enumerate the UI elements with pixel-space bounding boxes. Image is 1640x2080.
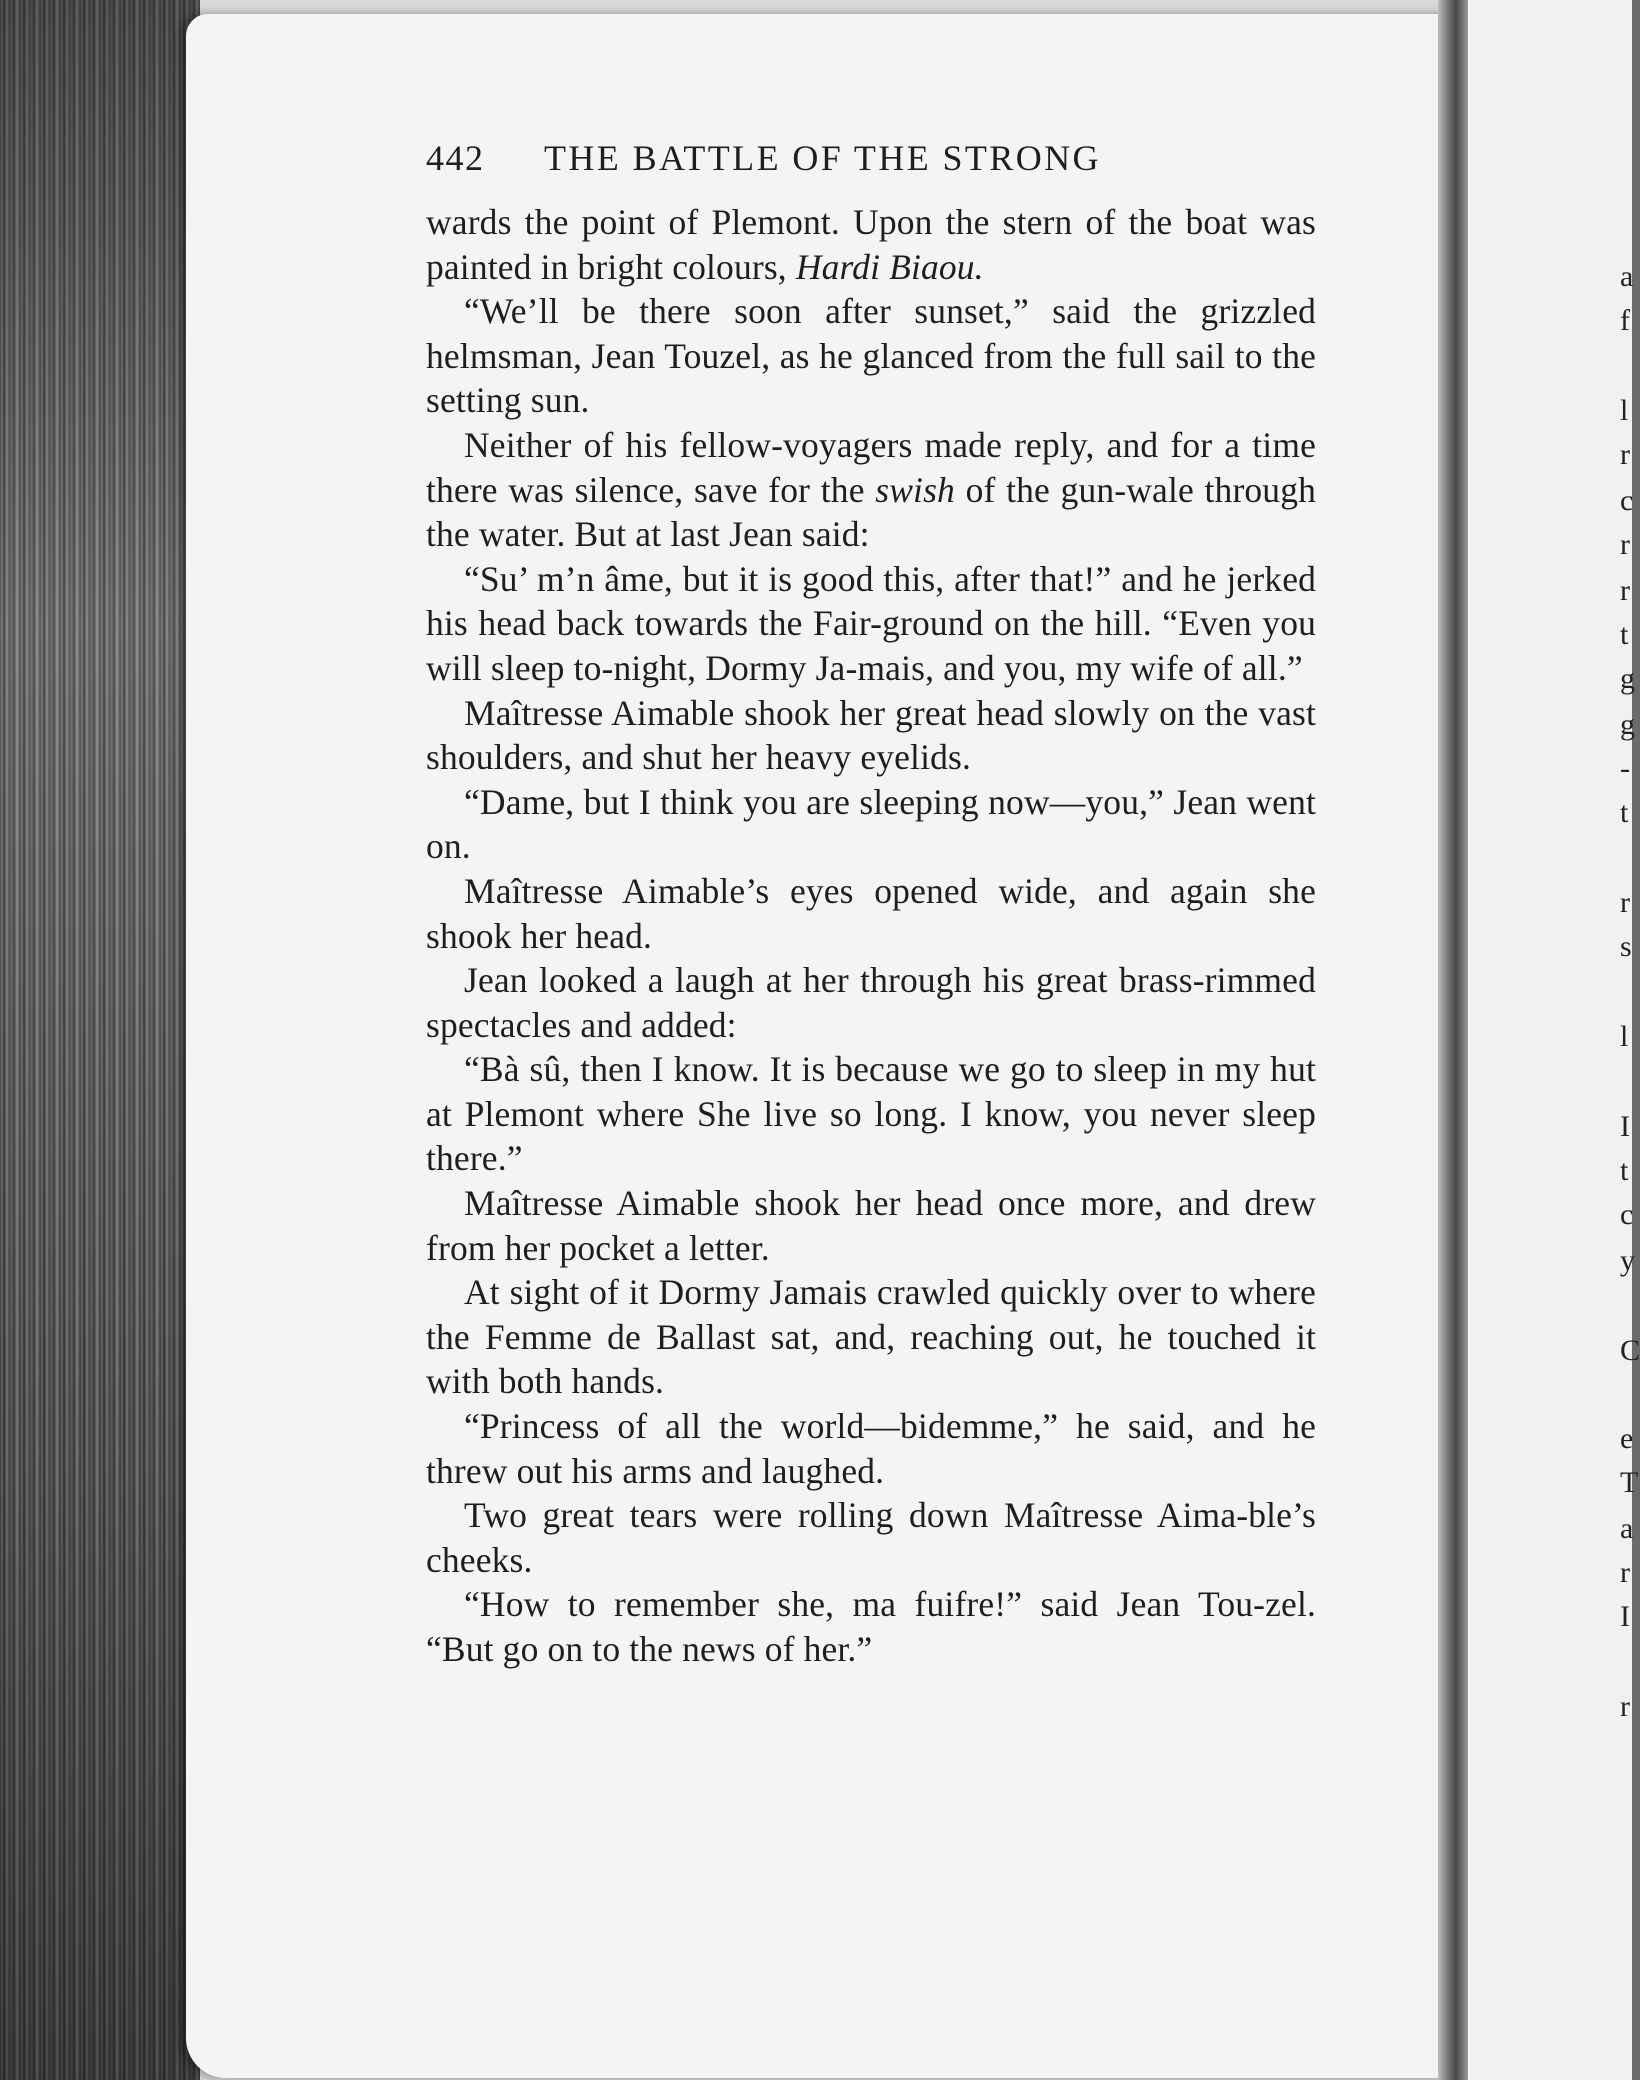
facing-letter: r — [1620, 1556, 1630, 1589]
boat-name: Hardi Biaou. — [795, 246, 984, 287]
paragraph: “We’ll be there soon after sunset,” said the grizzled helmsman, Jean Touzel, as he glanced from the full sail to the setting sun. — [426, 291, 1316, 421]
book-page-edges — [0, 0, 200, 2080]
paragraph: Maîtresse Aimable’s eyes opened wide, and again she shook her head. — [426, 870, 1316, 956]
paragraph: Jean looked a laugh at her through his great brass-rimmed spectacles and added: — [426, 960, 1316, 1045]
running-title: THE BATTLE OF THE STRONG — [544, 138, 1101, 178]
facing-letter: r — [1620, 886, 1630, 919]
paragraph: “Princess of all the world—bidemme,” he said, and he threw out his arms and laughed. — [426, 1406, 1316, 1491]
facing-letter: I — [1620, 1110, 1630, 1143]
paragraph: “Su’ m’n âme, but it is good this, after that!” and he jerked his head back towards the Fair-ground on the hill. “Even you will sleep to-night, Dormy Ja-mais, and you, my wife of all.” — [426, 558, 1316, 688]
paragraph — [426, 200, 1316, 289]
facing-letter: I — [1620, 1600, 1630, 1633]
facing-letter: l — [1620, 1020, 1629, 1053]
page-text-block — [426, 136, 1316, 1672]
paragraph: Maîtresse Aimable shook her great head slowly on the vast shoulders, and shut her heavy eyelids. — [426, 692, 1316, 778]
facing-letter: t — [1620, 796, 1629, 829]
paragraph: “How to remember she, ma fuifre!” said Jean Tou-zel. “But go on to the news of her.” — [426, 1584, 1316, 1669]
facing-letter: r — [1620, 574, 1630, 607]
facing-letter: - — [1620, 752, 1630, 785]
paragraph: “Bà sû, then I know. It is because we go to sleep in my hut at Plemont where She live so long. I know, you never sleep there.” — [426, 1049, 1316, 1179]
facing-letter: t — [1620, 1154, 1629, 1187]
facing-letter: g — [1620, 708, 1635, 741]
running-head — [426, 136, 1316, 196]
facing-letter: a — [1620, 260, 1634, 293]
facing-letter: c — [1620, 1198, 1634, 1231]
facing-letter: r — [1620, 1690, 1630, 1723]
paragraph — [426, 423, 1316, 557]
paragraph: Two great tears were rolling down Maîtresse Aima-ble’s cheeks. — [426, 1495, 1316, 1580]
facing-letter: a — [1620, 1512, 1634, 1545]
paragraph: “Dame, but I think you are sleeping now—you,” Jean went on. — [426, 781, 1316, 867]
emphasis-word: swish — [875, 469, 955, 510]
right-page — [1468, 0, 1632, 2080]
facing-letter: l — [1620, 394, 1629, 427]
facing-letter: T — [1620, 1466, 1639, 1499]
facing-letter: C — [1620, 1334, 1640, 1367]
page-number: 442 — [426, 138, 485, 178]
book-gutter — [1438, 0, 1468, 2080]
facing-letter: y — [1620, 1244, 1635, 1277]
facing-letter: t — [1620, 618, 1629, 651]
paragraph-text: of the gun-wale through the water. But at last Jean said: — [426, 469, 1317, 555]
facing-letter: c — [1620, 484, 1634, 517]
paragraph-text: Neither of his fellow-voyagers made reply, and for a time there was silence, save for the — [426, 424, 1316, 510]
paragraph: At sight of it Dormy Jamais crawled quickly over to where the Femme de Ballast sat, and, reaching out, he touched it with both hands. — [426, 1272, 1316, 1402]
facing-letter: s — [1620, 930, 1632, 963]
facing-letter: r — [1620, 528, 1630, 561]
facing-letter: f — [1620, 304, 1630, 337]
facing-letter: g — [1620, 662, 1635, 695]
facing-page-text-fragments — [1620, 0, 1640, 2080]
facing-letter: r — [1620, 438, 1630, 471]
paragraph-text: wards the point of Plemont. Upon the stern of the boat was painted in bright colours, — [426, 202, 1316, 287]
paragraph: Maîtresse Aimable shook her head once more, and drew from her pocket a letter. — [426, 1183, 1316, 1268]
facing-letter: e — [1620, 1422, 1634, 1455]
